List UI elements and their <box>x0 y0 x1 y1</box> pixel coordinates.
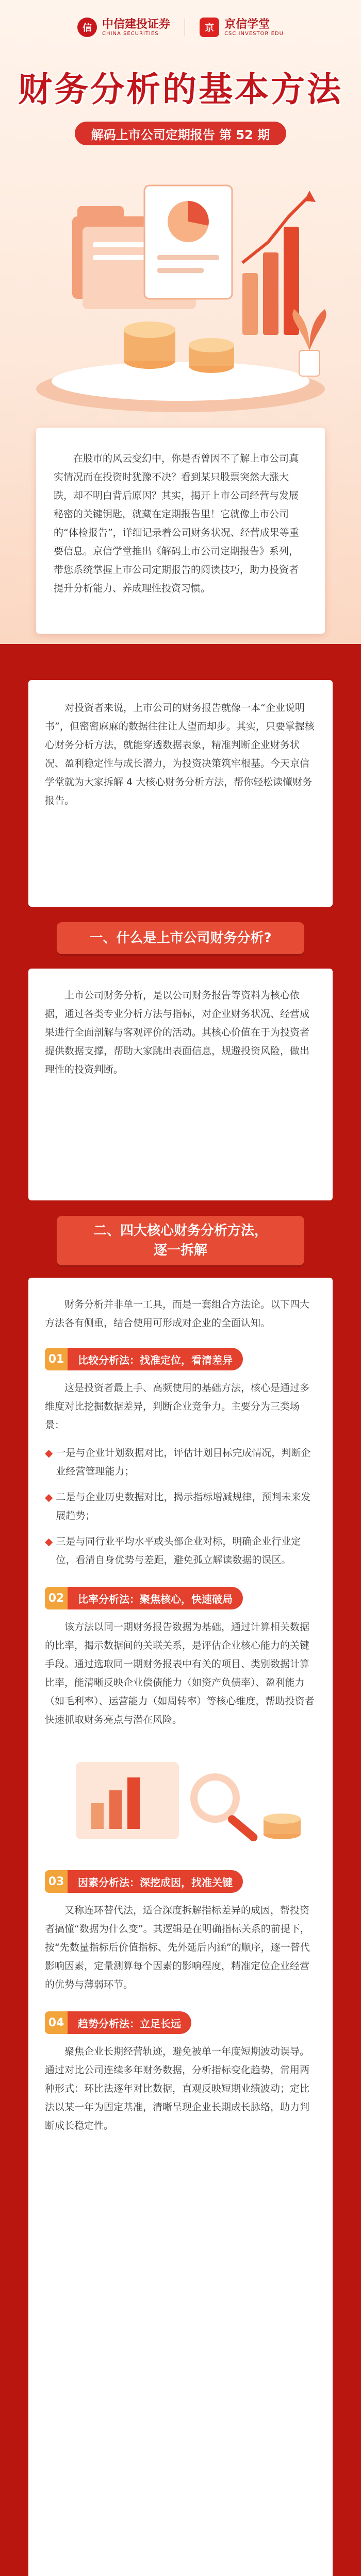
finance-illustration <box>0 155 361 422</box>
method-3-header <box>45 1870 316 1893</box>
section-2-card <box>28 1278 333 2576</box>
bullet-icon: ◆ <box>45 1447 53 1459</box>
section-1-text: 上市公司财务分析，是以公司财务报告等资料为核心依据，通过各类专业分析方法与指标，对企业财务状况、经营成果进行全面剖解与客观评价的活动。其核心价值在于为投资者提供数据支撑，帮助大家跳出表面信息，规避投资风险，做出理性的投资判断。 <box>45 990 310 1075</box>
method-4-header <box>45 2011 316 2034</box>
issue-subtitle: 解码上市公司定期报告 第 52 期 <box>75 122 286 145</box>
document-icon <box>144 185 232 299</box>
intro-text: 在股市的风云变幻中，你是否曾因不了解上市公司真实情况而在投资时犹豫不决？看到某只股票突然大涨大跌，却不明白背后原因？其实，揭开上市公司经营与发展秘密的关键钥匙，就藏在定期报告里！它就像上市公司的“体检报告”，详细记录着公司财务状况、经营成果等重要信息。京信学堂推出《解码上市公司定期报告》系列，带您系统掌握上市公司定期报告的阅读技巧，助力投资者提升分析能力、养成理性投资习惯。 <box>54 453 299 594</box>
method-label: 比较分析法：找准定位，看清差异 <box>68 1348 243 1370</box>
logo-name: 中信建投证券 <box>102 18 171 31</box>
logo-row <box>0 18 361 37</box>
logo-name: 京信学堂 <box>224 18 270 31</box>
plant-icon <box>292 309 326 376</box>
method-1-bullet <box>45 1444 316 1481</box>
section-1-title: 一、什么是上市公司财务分析? <box>57 922 304 954</box>
section-2-title-line1: 二、四大核心财务分析方法， <box>93 1223 268 1239</box>
method-number: 04 <box>45 2011 68 2034</box>
method-label: 比率分析法：聚焦核心，快速破局 <box>68 1587 243 1609</box>
method-2-header <box>45 1587 316 1609</box>
analysis-illustration <box>45 1741 316 1855</box>
logo-mark: 京 <box>200 18 219 37</box>
bullet-text: 一是与企业计划数据对比，评估计划目标完成情况，判断企业经营管理能力； <box>56 1447 311 1477</box>
method-4-text: 聚焦企业长期经营轨迹，避免被单一年度短期波动误导。通过对比公司连续多年财务数据，分析指标变化趋势，常用两种形式：环比法逐年对比数据，直观反映短期业绩波动；定比法以某一年为固定基准，清晰呈现企业长期成长脉络，助力判断成长稳定性。 <box>45 2046 310 2131</box>
csc-edu-logo <box>200 18 284 37</box>
method-3-text: 又称连环替代法，适合深度拆解指标差异的成因，帮投资者搞懂“数据为什么变”。其逻辑是在明确指标关系的前提下，按“先数量指标后价值指标、先外延后内涵”的顺序，逐一替代影响因素，定量测算每个因素的影响程度，精准定位企业经营的优势与薄弱环节。 <box>45 1905 310 1990</box>
logo-mark: 信 <box>77 18 97 37</box>
platform <box>52 362 309 401</box>
bullet-icon: ◆ <box>45 1535 53 1548</box>
lead-card <box>28 680 333 907</box>
method-1-header <box>45 1348 316 1370</box>
bullet-text: 三是与同行业平均水平或头部企业对标，明确企业行业定位，看清自身优势与差距，避免孤立解读数据的误区。 <box>56 1536 301 1566</box>
bar-chart-icon <box>242 191 316 335</box>
china-securities-logo <box>77 18 170 37</box>
logo-en: CSC INVESTOR EDU <box>224 30 284 37</box>
intro-card <box>36 428 325 634</box>
section-2-lead: 财务分析并非单一工具，而是一套组合方法论。以下四大方法各有侧重，结合使用可形成对企业的全面认知。 <box>45 1299 310 1329</box>
method-number: 01 <box>45 1348 68 1370</box>
hero-section <box>0 0 361 644</box>
method-label: 因素分析法：深挖成因，找准关键 <box>68 1870 243 1893</box>
method-2-text: 该方法以同一期财务报告数据为基础，通过计算相关数据的比率，揭示数据间的关联关系，是评估企业核心能力的关键手段。通过选取同一期财务报表中有关的项目、类别数据计算比率，能清晰反映企业偿债能力（如资产负债率）、盈利能力（如毛利率）、运营能力（如周转率）等核心维度，帮助投资者快速抓取财务亮点与潜在风险。 <box>45 1621 315 1725</box>
logo-en: CHINA SECURITIES <box>102 30 159 37</box>
lead-text: 对投资者来说，上市公司的财务报告就像一本“企业说明书”，但密密麻麻的数据往往让人望而却步。其实，只要掌握核心财务分析方法，就能穿透数据表象，精准判断企业财务状况、盈利稳定性与成长潜力，为投资决策筑牢根基。今天京信学堂就为大家拆解 4 大核心财务分析方法，帮你轻松读懂财务报告。 <box>45 702 315 806</box>
bullet-text: 二是与企业历史数据对比，揭示指标增减规律，预判未来发展趋势； <box>56 1492 311 1521</box>
method-1-bullet <box>45 1532 316 1569</box>
method-label: 趋势分析法：立足长远 <box>68 2011 191 2034</box>
bullet-icon: ◆ <box>45 1491 53 1503</box>
section-2-title-line2: 逐一拆解 <box>153 1243 207 1258</box>
page-title: 财务分析的基本方法 <box>18 70 343 109</box>
method-1-bullet <box>45 1488 316 1525</box>
method-1-text: 这是投资者最上手、高频使用的基础方法，核心是通过多维度对比挖掘数据差异，判断企业竞争力。主要分为三类场景： <box>45 1382 310 1431</box>
method-number: 02 <box>45 1587 68 1609</box>
method-number: 03 <box>45 1870 68 1893</box>
section-1-card <box>28 969 333 1200</box>
section-2-title <box>57 1216 304 1265</box>
